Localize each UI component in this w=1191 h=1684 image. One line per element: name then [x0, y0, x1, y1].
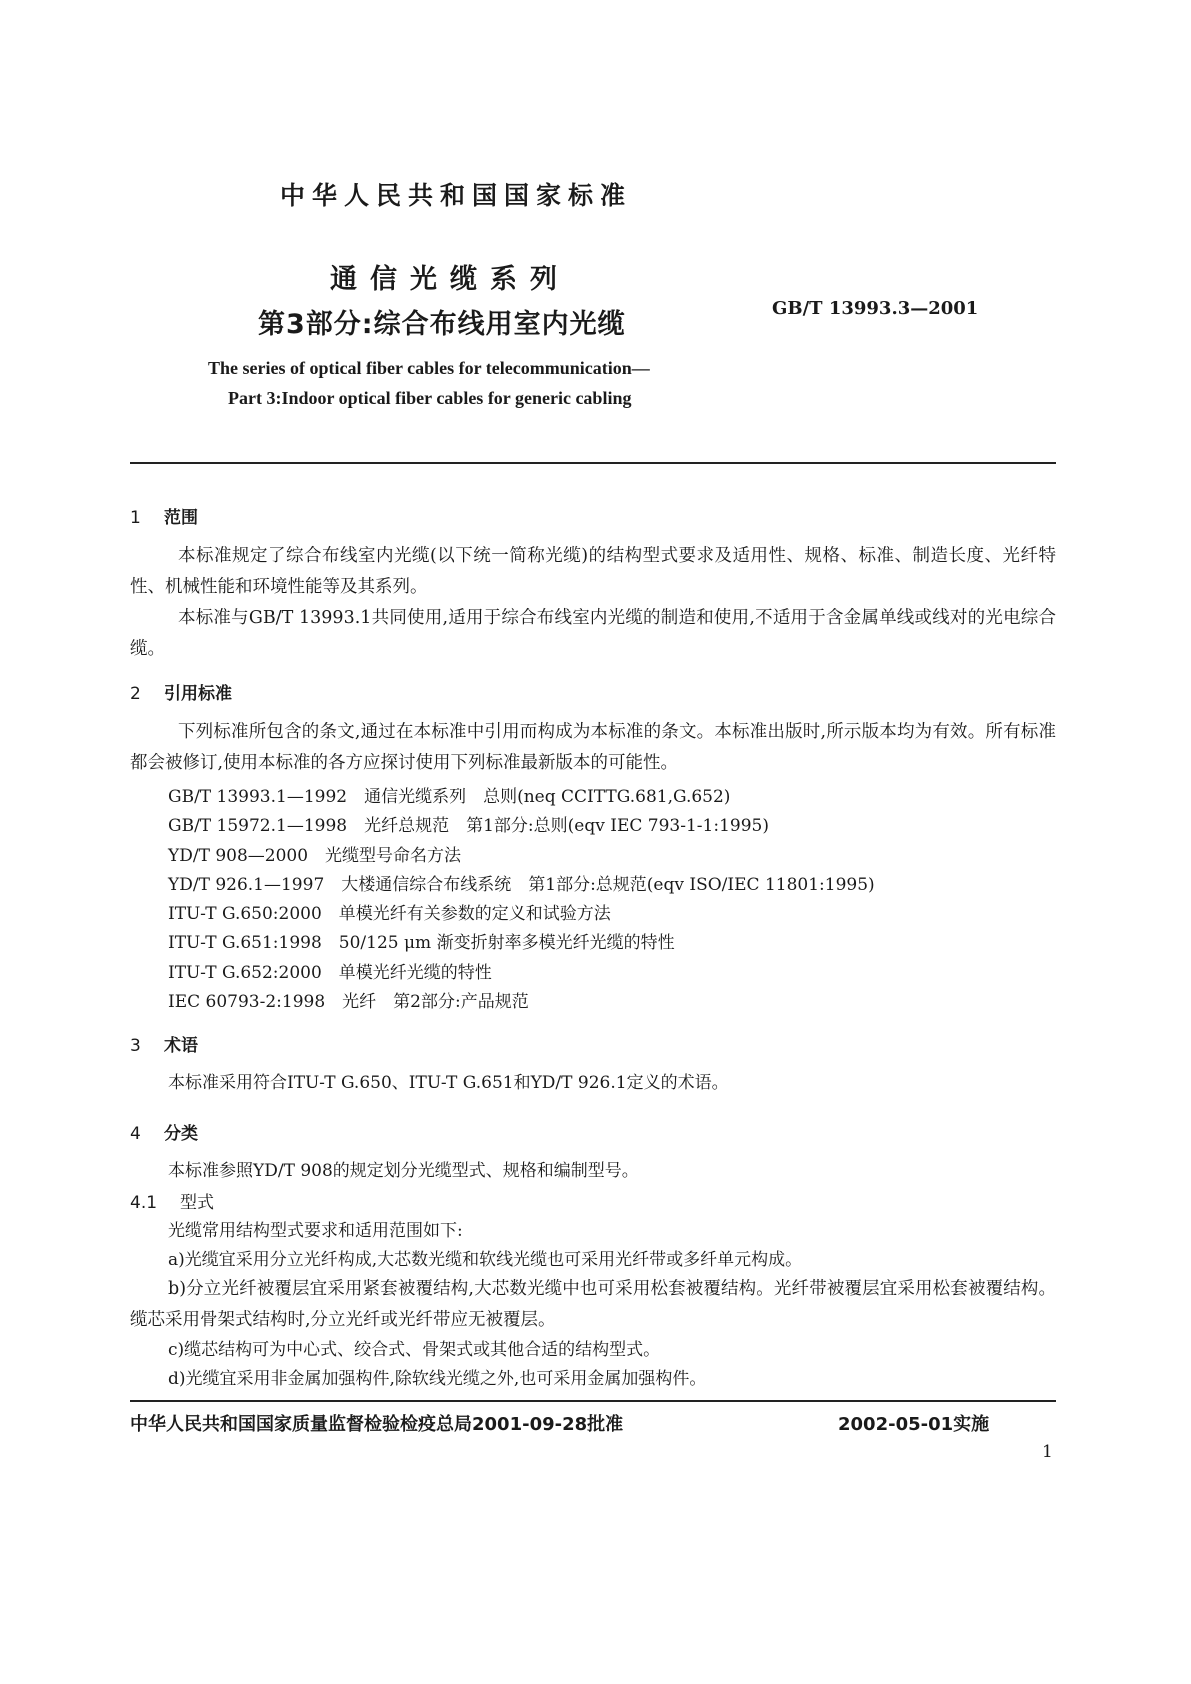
section-2-title: 引用标准 — [164, 684, 232, 704]
reference-item: GB/T 15972.1—1998 光纤总规范 第1部分:总则(eqv IEC 793-1-1:1995) — [168, 816, 769, 836]
english-title-line-1: The series of optical fiber cables for telecommunication— — [208, 358, 650, 378]
footer-divider — [130, 1400, 1056, 1402]
approval-statement: 中华人民共和国国家质量监督检验检疫总局2001-09-28批准 — [130, 1414, 624, 1435]
section-2-intro: 下列标准所包含的条文,通过在本标准中引用而构成为本标准的条文。本标准出版时,所示版本均为有效。所有标准都会被修订,使用本标准的各方应探讨使用下列标准最新版本的可能性。 — [130, 722, 1056, 773]
list-item-d: d)光缆宜采用非金属加强构件,除软线光缆之外,也可采用金属加强构件。 — [168, 1369, 707, 1389]
section-2-body — [130, 717, 1056, 779]
english-title-line-2: Part 3:Indoor optical fiber cables for generic cabling — [228, 388, 632, 408]
reference-item: ITU-T G.650:2000 单模光纤有关参数的定义和试验方法 — [168, 904, 611, 924]
section-1-paragraph-2: 本标准与GB/T 13993.1共同使用,适用于综合布线室内光缆的制造和使用,不适用于含金属单线或线对的光电综合缆。 — [130, 608, 1056, 659]
standard-number: GB/T 13993.3—2001 — [772, 298, 979, 319]
section-4-number: 4 — [130, 1124, 141, 1144]
reference-item: YD/T 926.1—1997 大楼通信综合布线系统 第1部分:总规范(eqv ISO/IEC 11801:1995) — [168, 875, 875, 895]
reference-item: GB/T 13993.1—1992 通信光缆系列 总则(neq CCITTG.681,G.652) — [168, 787, 731, 807]
section-4-paragraph: 本标准参照YD/T 908的规定划分光缆型式、规格和编制型号。 — [168, 1161, 639, 1181]
subsection-4-1-number: 4.1 — [130, 1193, 158, 1213]
list-item-b: b)分立光纤被覆层宜采用紧套被覆结构,大芯数光缆中也可采用松套被覆结构。光纤带被覆层宜采用松套被覆结构。缆芯采用骨架式结构时,分立光纤或光纤带应无被覆层。 — [130, 1279, 1056, 1330]
section-2-heading — [130, 679, 232, 704]
section-4-heading — [130, 1119, 198, 1144]
implementation-date: 2002-05-01实施 — [838, 1414, 990, 1435]
reference-item: ITU-T G.651:1998 50/125 μm 渐变折射率多模光纤光缆的特性 — [168, 933, 675, 953]
header-divider — [130, 462, 1056, 464]
subsection-4-1-title: 型式 — [180, 1193, 214, 1213]
title-line-1: 通信光缆系列 — [330, 264, 570, 295]
reference-item: ITU-T G.652:2000 单模光纤光缆的特性 — [168, 963, 492, 983]
section-4-title: 分类 — [164, 1124, 198, 1144]
section-1-heading — [130, 503, 198, 528]
list-item-b-wrapper — [130, 1274, 1056, 1336]
title-line-2: 第3部分:综合布线用室内光缆 — [258, 309, 626, 340]
section-1-title: 范围 — [164, 508, 198, 528]
section-2-number: 2 — [130, 684, 141, 704]
list-item-c: c)缆芯结构可为中心式、绞合式、骨架式或其他合适的结构型式。 — [168, 1340, 661, 1360]
section-3-title: 术语 — [164, 1036, 198, 1056]
section-3-paragraph: 本标准采用符合ITU-T G.650、ITU-T G.651和YD/T 926.1定义的术语。 — [168, 1073, 729, 1093]
page-number: 1 — [1042, 1442, 1053, 1462]
section-1-paragraph-1: 本标准规定了综合布线室内光缆(以下统一简称光缆)的结构型式要求及适用性、规格、标准、制造长度、光纤特性、机械性能和环境性能等及其系列。 — [130, 546, 1056, 597]
section-3-number: 3 — [130, 1036, 141, 1056]
list-item-a: a)光缆宜采用分立光纤构成,大芯数光缆和软线光缆也可采用光纤带或多纤单元构成。 — [168, 1250, 803, 1270]
reference-item: YD/T 908—2000 光缆型号命名方法 — [168, 846, 462, 866]
national-standard-heading: 中华人民共和国国家标准 — [280, 181, 633, 210]
subsection-4-1-heading — [130, 1188, 214, 1219]
subsection-4-1-intro: 光缆常用结构型式要求和适用范围如下: — [168, 1221, 463, 1241]
section-1-body — [130, 541, 1056, 665]
reference-item: IEC 60793-2:1998 光纤 第2部分:产品规范 — [168, 992, 529, 1012]
section-1-number: 1 — [130, 508, 141, 528]
section-3-heading — [130, 1031, 198, 1056]
